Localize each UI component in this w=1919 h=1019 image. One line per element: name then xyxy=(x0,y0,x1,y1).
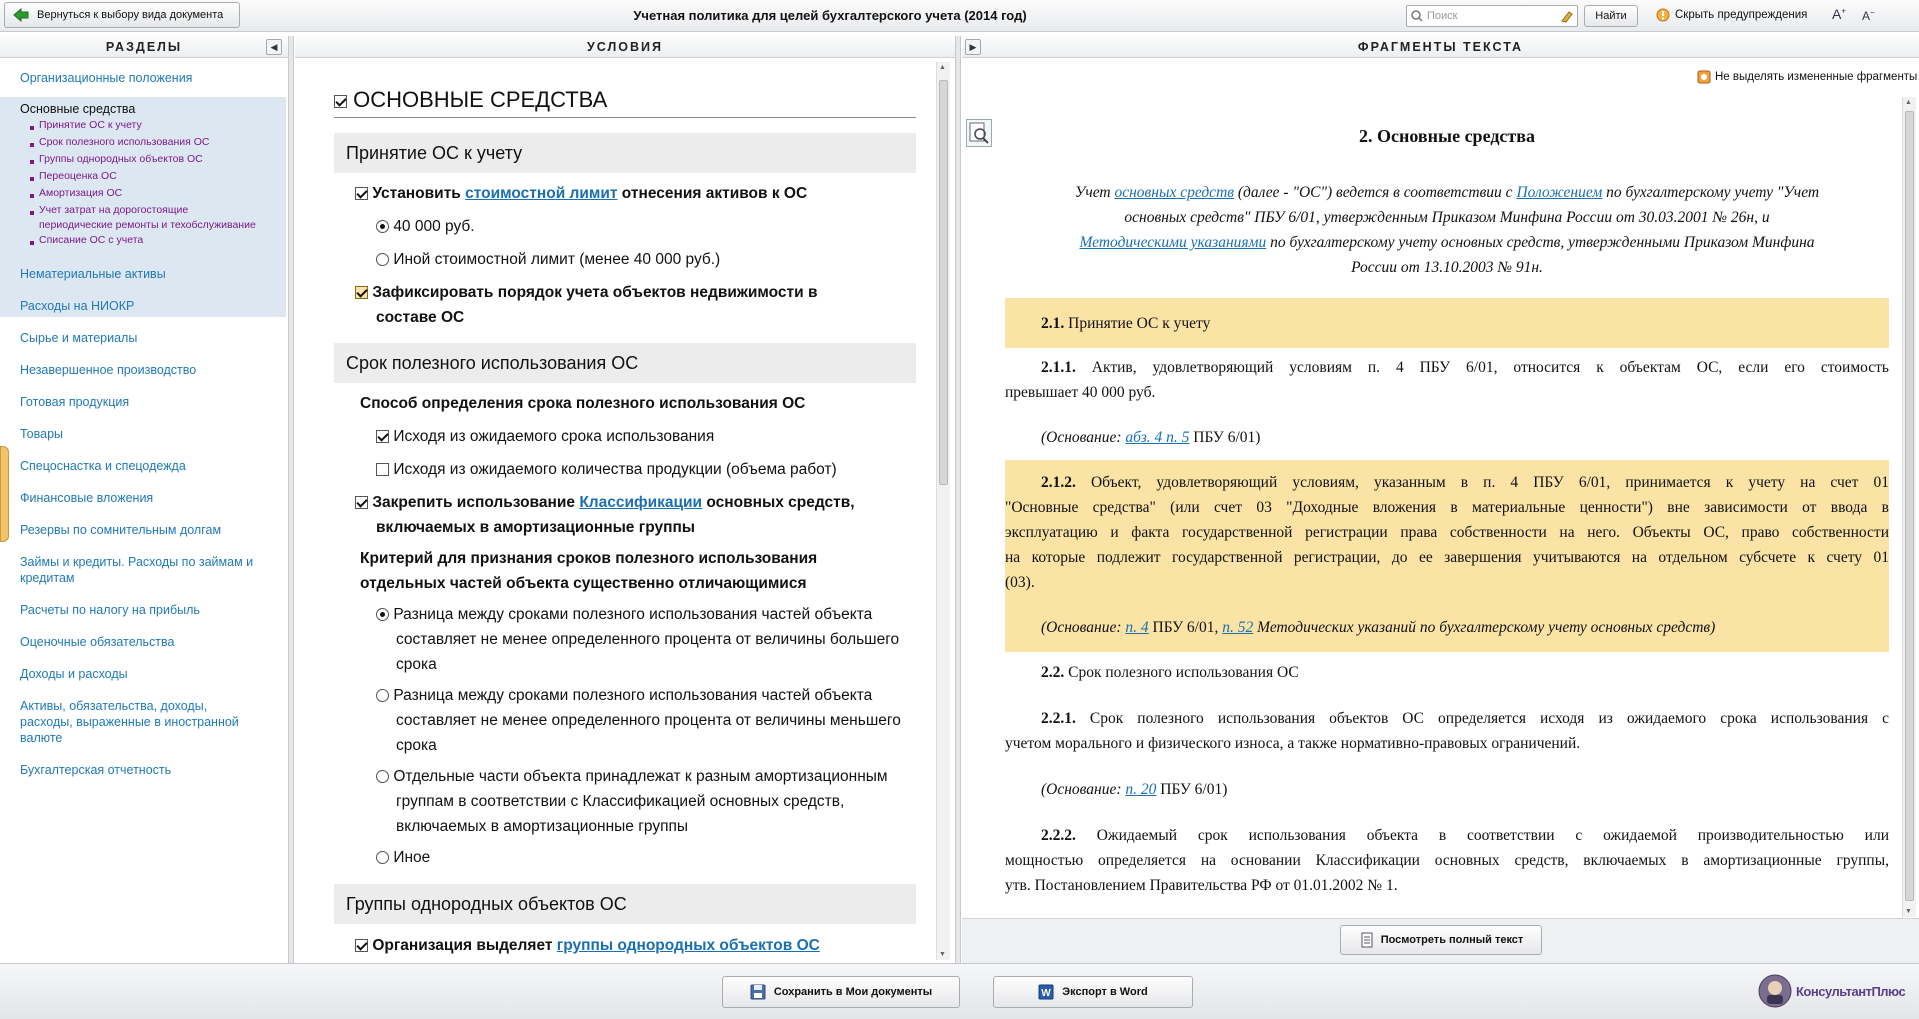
scroll-up-icon[interactable]: ▲ xyxy=(1905,99,1912,106)
opt-text-cont: срока xyxy=(396,656,437,673)
para-line: эксплуатацию и факта государственной регистрации права собственности на него. Объекты ОС, право собственности xyxy=(1005,524,1889,541)
opt-text: Зафиксировать порядок учета объектов недвижимости в xyxy=(372,284,818,301)
band-useful-life: Срок полезного использования ОС xyxy=(334,343,916,383)
regulation-link[interactable]: Положением xyxy=(1516,184,1603,201)
sidebar-item-fixed-assets[interactable]: Основные средства xyxy=(20,102,136,116)
opt-text: Установить xyxy=(372,185,466,202)
document-icon xyxy=(1359,932,1375,948)
criterion-title: Критерий для признания сроков полезного использования xyxy=(360,550,818,567)
bullet-icon xyxy=(30,160,34,164)
basis-label: (Основание: xyxy=(1041,619,1126,636)
sidebar-item-cont[interactable]: валюте xyxy=(20,731,63,745)
opt-text: Разница между сроками полезного использования частей объекта xyxy=(393,606,873,623)
basis-text: Методических указаний по бухгалтерскому учету основных средств) xyxy=(1253,619,1716,636)
left-splitter[interactable] xyxy=(288,36,294,963)
para-2-1-1-line1 xyxy=(1005,355,1889,380)
basis-text: ПБУ 6/01) xyxy=(1189,429,1261,446)
basis-link[interactable]: п. 20 xyxy=(1125,781,1157,798)
main-title-text: ОСНОВНЫЕ СРЕДСТВА xyxy=(353,87,608,112)
opt-text-cont: включаемых в амортизационные группы xyxy=(376,519,696,536)
groups-option xyxy=(355,933,820,958)
opt-text: основных средств, xyxy=(702,494,855,511)
highlight-icon xyxy=(1697,70,1711,84)
intro-line xyxy=(1005,180,1889,205)
consultant-logo-icon xyxy=(1758,974,1792,1008)
radio-40000[interactable] xyxy=(376,214,475,239)
scroll-down-icon[interactable]: ▼ xyxy=(1905,908,1912,915)
opt-text: Разница между сроками полезного использования частей объекта xyxy=(393,687,873,704)
intro-text: по бухгалтерскому учету "Учет xyxy=(1602,184,1820,201)
hide-warnings-label: Скрыть предупреждения xyxy=(1675,9,1808,21)
classification-checkbox[interactable] xyxy=(355,496,368,509)
bullet-icon xyxy=(30,126,34,130)
para-line: на которые подлежит государственной регистрации, до ее завершения учитываются на отдельном субсчете к счету 01 xyxy=(1005,549,1889,566)
sidebar-item[interactable]: Доходы и расходы xyxy=(20,667,128,681)
conditions-header-label: УСЛОВИЯ xyxy=(587,40,663,54)
bullet-icon xyxy=(30,211,34,215)
groups-checkbox[interactable] xyxy=(355,939,368,952)
document-search-icon xyxy=(967,120,991,146)
save-label: Сохранить в Мои документы xyxy=(773,986,933,998)
bottom-toolbar xyxy=(0,963,1919,1019)
basis-text: ПБУ 6/01) xyxy=(1156,781,1228,798)
criterion-title-cont: отдельных частей объекта существенно отличающимися xyxy=(360,575,807,592)
section-num: 2.2.1. xyxy=(1041,710,1076,727)
radio-other-limit[interactable] xyxy=(376,247,720,272)
middle-splitter[interactable] xyxy=(955,36,961,963)
clear-brush-icon[interactable] xyxy=(1560,9,1574,23)
criterion-groups-radio[interactable] xyxy=(376,770,389,783)
font-decrease-button[interactable]: A− xyxy=(1862,8,1875,23)
back-button-label: Вернуться к выбору вида документа xyxy=(37,9,224,21)
sidebar-item[interactable]: Оценочные обязательства xyxy=(20,635,175,649)
opt-text-cont: составляет не менее определенного процента от величины меньшего xyxy=(396,712,901,729)
highlight-toggle-label: Не выделять измененные фрагменты xyxy=(1715,71,1918,83)
bullet-icon xyxy=(30,241,34,245)
sidebar-item[interactable]: Займы и кредиты. Расходы по займам и xyxy=(20,555,254,569)
sidebar-item[interactable]: Готовая продукция xyxy=(20,395,130,409)
sidebar-subitem[interactable]: Принятие ОС к учету xyxy=(39,119,142,131)
criterion-larger-radio[interactable] xyxy=(376,608,389,621)
sidebar-item[interactable]: Расходы на НИОКР xyxy=(20,299,135,313)
search-placeholder: Поиск xyxy=(1427,10,1458,22)
font-increase-button[interactable]: A+ xyxy=(1832,6,1847,22)
sidebar-item[interactable]: Резервы по сомнительным долгам xyxy=(20,523,222,537)
sidebar-item[interactable]: Бухгалтерская отчетность xyxy=(20,763,172,777)
para-2-1-2-line1 xyxy=(1005,470,1889,495)
section-title: Срок полезного использования ОС xyxy=(1064,664,1299,681)
para-text: Объект, удовлетворяющий условиям, указанным в п. 4 ПБУ 6/01, принимается к учету на счет 01 xyxy=(1075,474,1889,491)
sidebar-subitem[interactable]: Учет затрат на дорогостоящие xyxy=(39,204,189,216)
full-text-button[interactable] xyxy=(1340,925,1542,955)
sidebar-item[interactable]: Активы, обязательства, доходы, xyxy=(20,699,208,713)
sidebar-item[interactable]: Финансовые вложения xyxy=(20,491,154,505)
opt-text-cont: составе ОС xyxy=(376,309,465,326)
intro-line: России от 13.10.2003 № 91н. xyxy=(1351,259,1543,276)
fragment-heading: 2. Основные средства xyxy=(1359,126,1535,146)
find-button[interactable]: Найти xyxy=(1584,5,1638,27)
conditions-main-title xyxy=(334,86,607,114)
word-icon xyxy=(1038,984,1054,1000)
sidebar-subitem[interactable]: Срок полезного использования ОС xyxy=(39,136,210,148)
hide-warnings-button[interactable] xyxy=(1656,8,1807,22)
radio-label: 40 000 руб. xyxy=(393,218,475,235)
basis-label: (Основание: xyxy=(1041,781,1126,798)
para-line: (03). xyxy=(1005,574,1035,591)
para-line: "Основные средства" (или счет 03 "Доходные вложения в материальные ценности") вне зависимости от ввода в xyxy=(1005,499,1889,516)
arrow-left-icon: ◀ xyxy=(270,41,278,52)
sidebar-subitem[interactable]: Амортизация ОС xyxy=(39,187,123,199)
warning-icon xyxy=(1656,8,1670,22)
real-estate-option xyxy=(355,280,818,305)
fixed-assets-link[interactable]: основных средств xyxy=(1114,184,1234,201)
method-expected-output[interactable] xyxy=(376,457,837,482)
criterion-smaller[interactable] xyxy=(376,683,872,708)
brand-name: КонсультантПлюс xyxy=(1796,983,1906,999)
sidebar-item[interactable]: Незавершенное производство xyxy=(20,363,197,377)
opt-text-cont: срока xyxy=(396,737,437,754)
section-num: 2.1.1. xyxy=(1041,359,1076,376)
para-text: Срок полезного использования объектов ОС определяется исходя из ожидаемого срока использования с xyxy=(1075,710,1889,727)
svg-text:W: W xyxy=(1041,988,1052,999)
radio-label: Иной стоимостной лимит (менее 40 000 руб.) xyxy=(393,251,721,268)
classification-link[interactable]: Классификации xyxy=(579,494,703,511)
section-num: 2.2. xyxy=(1041,664,1065,681)
para-line: мощностью определяется на основании Классификации основных средств, включаемых в амортизационные группы, xyxy=(1005,852,1889,869)
document-view-button[interactable] xyxy=(966,119,992,147)
intro-line: основных средств" ПБУ 6/01, утвержденным Приказом Минфина России от 30.03.2001 № 26н, и xyxy=(1124,209,1770,226)
cost-limit-checkbox[interactable] xyxy=(355,187,368,200)
font-decrease-icon: A xyxy=(1862,9,1871,23)
opt-text-cont: включаемых в амортизационные группы xyxy=(396,818,689,835)
sidebar-subitem[interactable]: Списание ОС с учета xyxy=(39,234,144,246)
section-num: 2.1.2. xyxy=(1041,474,1076,491)
intro-line xyxy=(1005,230,1889,255)
intro-paragraph xyxy=(1005,180,1889,280)
cost-limit-link[interactable]: стоимостной лимит xyxy=(465,185,618,202)
radio-40000-button[interactable] xyxy=(376,220,389,233)
section-num: 2.1. xyxy=(1041,315,1065,332)
criterion-larger[interactable] xyxy=(376,602,872,627)
opt-text: Иное xyxy=(393,849,431,866)
sidebar-item[interactable]: Расчеты по налогу на прибыль xyxy=(20,603,200,617)
criterion-other-radio[interactable] xyxy=(376,851,389,864)
arrow-right-icon: ▶ xyxy=(969,41,977,52)
document-title: Учетная политика для целей бухгалтерского учета (2014 год) xyxy=(633,8,1027,23)
groups-link[interactable]: группы однородных объектов ОС xyxy=(556,937,820,954)
fragments-scroll-thumb[interactable] xyxy=(1905,111,1914,901)
basis-2 xyxy=(1041,615,1715,640)
sidebar-subitem[interactable]: Переоценка ОС xyxy=(39,170,117,182)
opt-text-cont: группам в соответствии с Классификацией основных средств, xyxy=(396,793,845,810)
sections-header xyxy=(0,36,288,58)
para-text: Актив, удовлетворяющий условиям п. 4 ПБУ 6/01, относится к объектам ОС, если его стоимость xyxy=(1075,359,1889,376)
para-line: утв. Постановлением Правительства РФ от 01.01.2002 № 1. xyxy=(1005,877,1398,894)
full-text-label: Посмотреть полный текст xyxy=(1380,934,1524,946)
top-toolbar xyxy=(0,0,1919,32)
basis-label: (Основание: xyxy=(1041,429,1126,446)
intro-text: (далее - "ОС") ведется в соответствии с xyxy=(1234,184,1517,201)
criterion-smaller-radio[interactable] xyxy=(376,689,389,702)
intro-text: по бухгалтерскому учету основных средств, утвержденными Приказом Минфина xyxy=(1266,234,1815,251)
fragments-header-label: ФРАГМЕНТЫ ТЕКСТА xyxy=(1357,40,1524,54)
export-word-button[interactable] xyxy=(993,976,1193,1008)
opt-text-cont: составляет не менее определенного процента от величины большего xyxy=(396,631,900,648)
para-text: Ожидаемый срок использования объекта в соответствии с ожидаемой производительностью или xyxy=(1075,827,1889,844)
back-button[interactable] xyxy=(4,2,240,28)
criterion-other[interactable] xyxy=(376,845,430,870)
classification-option xyxy=(355,490,855,515)
opt-text: Отдельные части объекта принадлежат к разным амортизационным xyxy=(393,768,888,785)
para-2-2-1-line1 xyxy=(1005,706,1889,731)
collapse-sections-button[interactable] xyxy=(266,39,282,55)
opt-text: Исходя из ожидаемого количества продукции (объема работ) xyxy=(393,461,837,478)
opt-text: Исходя из ожидаемого срока использования xyxy=(393,428,715,445)
method-title: Способ определения срока полезного использования ОС xyxy=(360,395,806,412)
scroll-down-icon[interactable]: ▼ xyxy=(939,951,946,958)
basis-link[interactable]: п. 52 xyxy=(1222,619,1254,636)
sidebar-item-cont[interactable]: кредитам xyxy=(20,571,75,585)
export-label: Экспорт в Word xyxy=(1062,986,1148,998)
conditions-header xyxy=(295,36,955,58)
bullet-icon xyxy=(30,177,34,181)
side-tab-handle[interactable] xyxy=(0,446,9,542)
sidebar-subitem-cont[interactable]: периодические ремонты и техобслуживание xyxy=(39,219,256,231)
back-arrow-icon xyxy=(13,8,29,22)
sidebar-item[interactable]: Товары xyxy=(20,427,63,441)
opt-text: Организация выделяет xyxy=(372,937,557,954)
sidebar-subitem[interactable]: Группы однородных объектов ОС xyxy=(39,153,203,165)
bullet-icon xyxy=(30,143,34,147)
title-divider xyxy=(334,117,916,118)
intro-text: Учет xyxy=(1074,184,1115,201)
save-icon xyxy=(750,984,766,1000)
expand-fragments-button[interactable] xyxy=(965,39,981,55)
method-expected-term-checkbox[interactable] xyxy=(376,430,389,443)
search-icon xyxy=(1411,10,1423,22)
para-2-2-2-line1 xyxy=(1005,823,1889,848)
brand-logo xyxy=(1758,974,1905,1008)
opt-text: Закрепить использование xyxy=(372,494,580,511)
band-acceptance: Принятие ОС к учету xyxy=(334,133,916,173)
sidebar-item[interactable]: Спецоснастка и спецодежда xyxy=(20,459,186,473)
method-expected-term[interactable] xyxy=(376,424,714,449)
basis-link[interactable]: п. 4 xyxy=(1125,619,1149,636)
para-line: учетом морального и физического износа, а также нормативно-правовых ограничений. xyxy=(1005,735,1581,752)
section-2-2 xyxy=(1041,660,1299,685)
highlight-toggle[interactable] xyxy=(1697,70,1917,84)
section-2-1 xyxy=(1041,311,1210,336)
save-to-my-documents-button[interactable] xyxy=(722,976,960,1008)
sidebar-item-org[interactable]: Организационные положения xyxy=(20,71,193,85)
sidebar-item[interactable]: Нематериальные активы xyxy=(20,267,166,281)
opt-text: отнесения активов к ОС xyxy=(617,185,808,202)
guidelines-link[interactable]: Методическими указаниями xyxy=(1079,234,1267,251)
section-title: Принятие ОС к учету xyxy=(1064,315,1211,332)
conditions-scrollbar[interactable] xyxy=(936,62,950,960)
para-2-1-1-line2: превышает 40 000 руб. xyxy=(1005,384,1156,401)
search-input[interactable] xyxy=(1406,5,1578,27)
method-expected-output-checkbox[interactable] xyxy=(376,463,389,476)
basis-link[interactable]: абз. 4 п. 5 xyxy=(1125,429,1190,446)
cost-limit-option xyxy=(355,181,807,206)
sections-sidebar xyxy=(0,59,288,963)
basis-text: ПБУ 6/01, xyxy=(1148,619,1223,636)
sidebar-item-cont[interactable]: расходы, выраженные в иностранной xyxy=(20,715,239,729)
section-num: 2.2.2. xyxy=(1041,827,1076,844)
main-checkbox[interactable] xyxy=(334,95,347,108)
band-groups: Группы однородных объектов ОС xyxy=(334,884,916,924)
basis-3 xyxy=(1041,777,1227,802)
bullet-icon xyxy=(30,194,34,198)
conditions-scroll-thumb[interactable] xyxy=(939,80,948,485)
font-increase-icon: A xyxy=(1832,6,1842,22)
sections-header-label: РАЗДЕЛЫ xyxy=(105,40,183,54)
scroll-up-icon[interactable]: ▲ xyxy=(939,64,946,71)
radio-other-limit-button[interactable] xyxy=(376,253,389,266)
criterion-groups[interactable] xyxy=(376,764,888,789)
fragments-header xyxy=(962,36,1919,58)
fragments-scrollbar[interactable] xyxy=(1902,97,1916,917)
real-estate-checkbox[interactable] xyxy=(355,286,368,299)
sidebar-item[interactable]: Сырье и материалы xyxy=(20,331,138,345)
basis-1 xyxy=(1041,425,1260,450)
